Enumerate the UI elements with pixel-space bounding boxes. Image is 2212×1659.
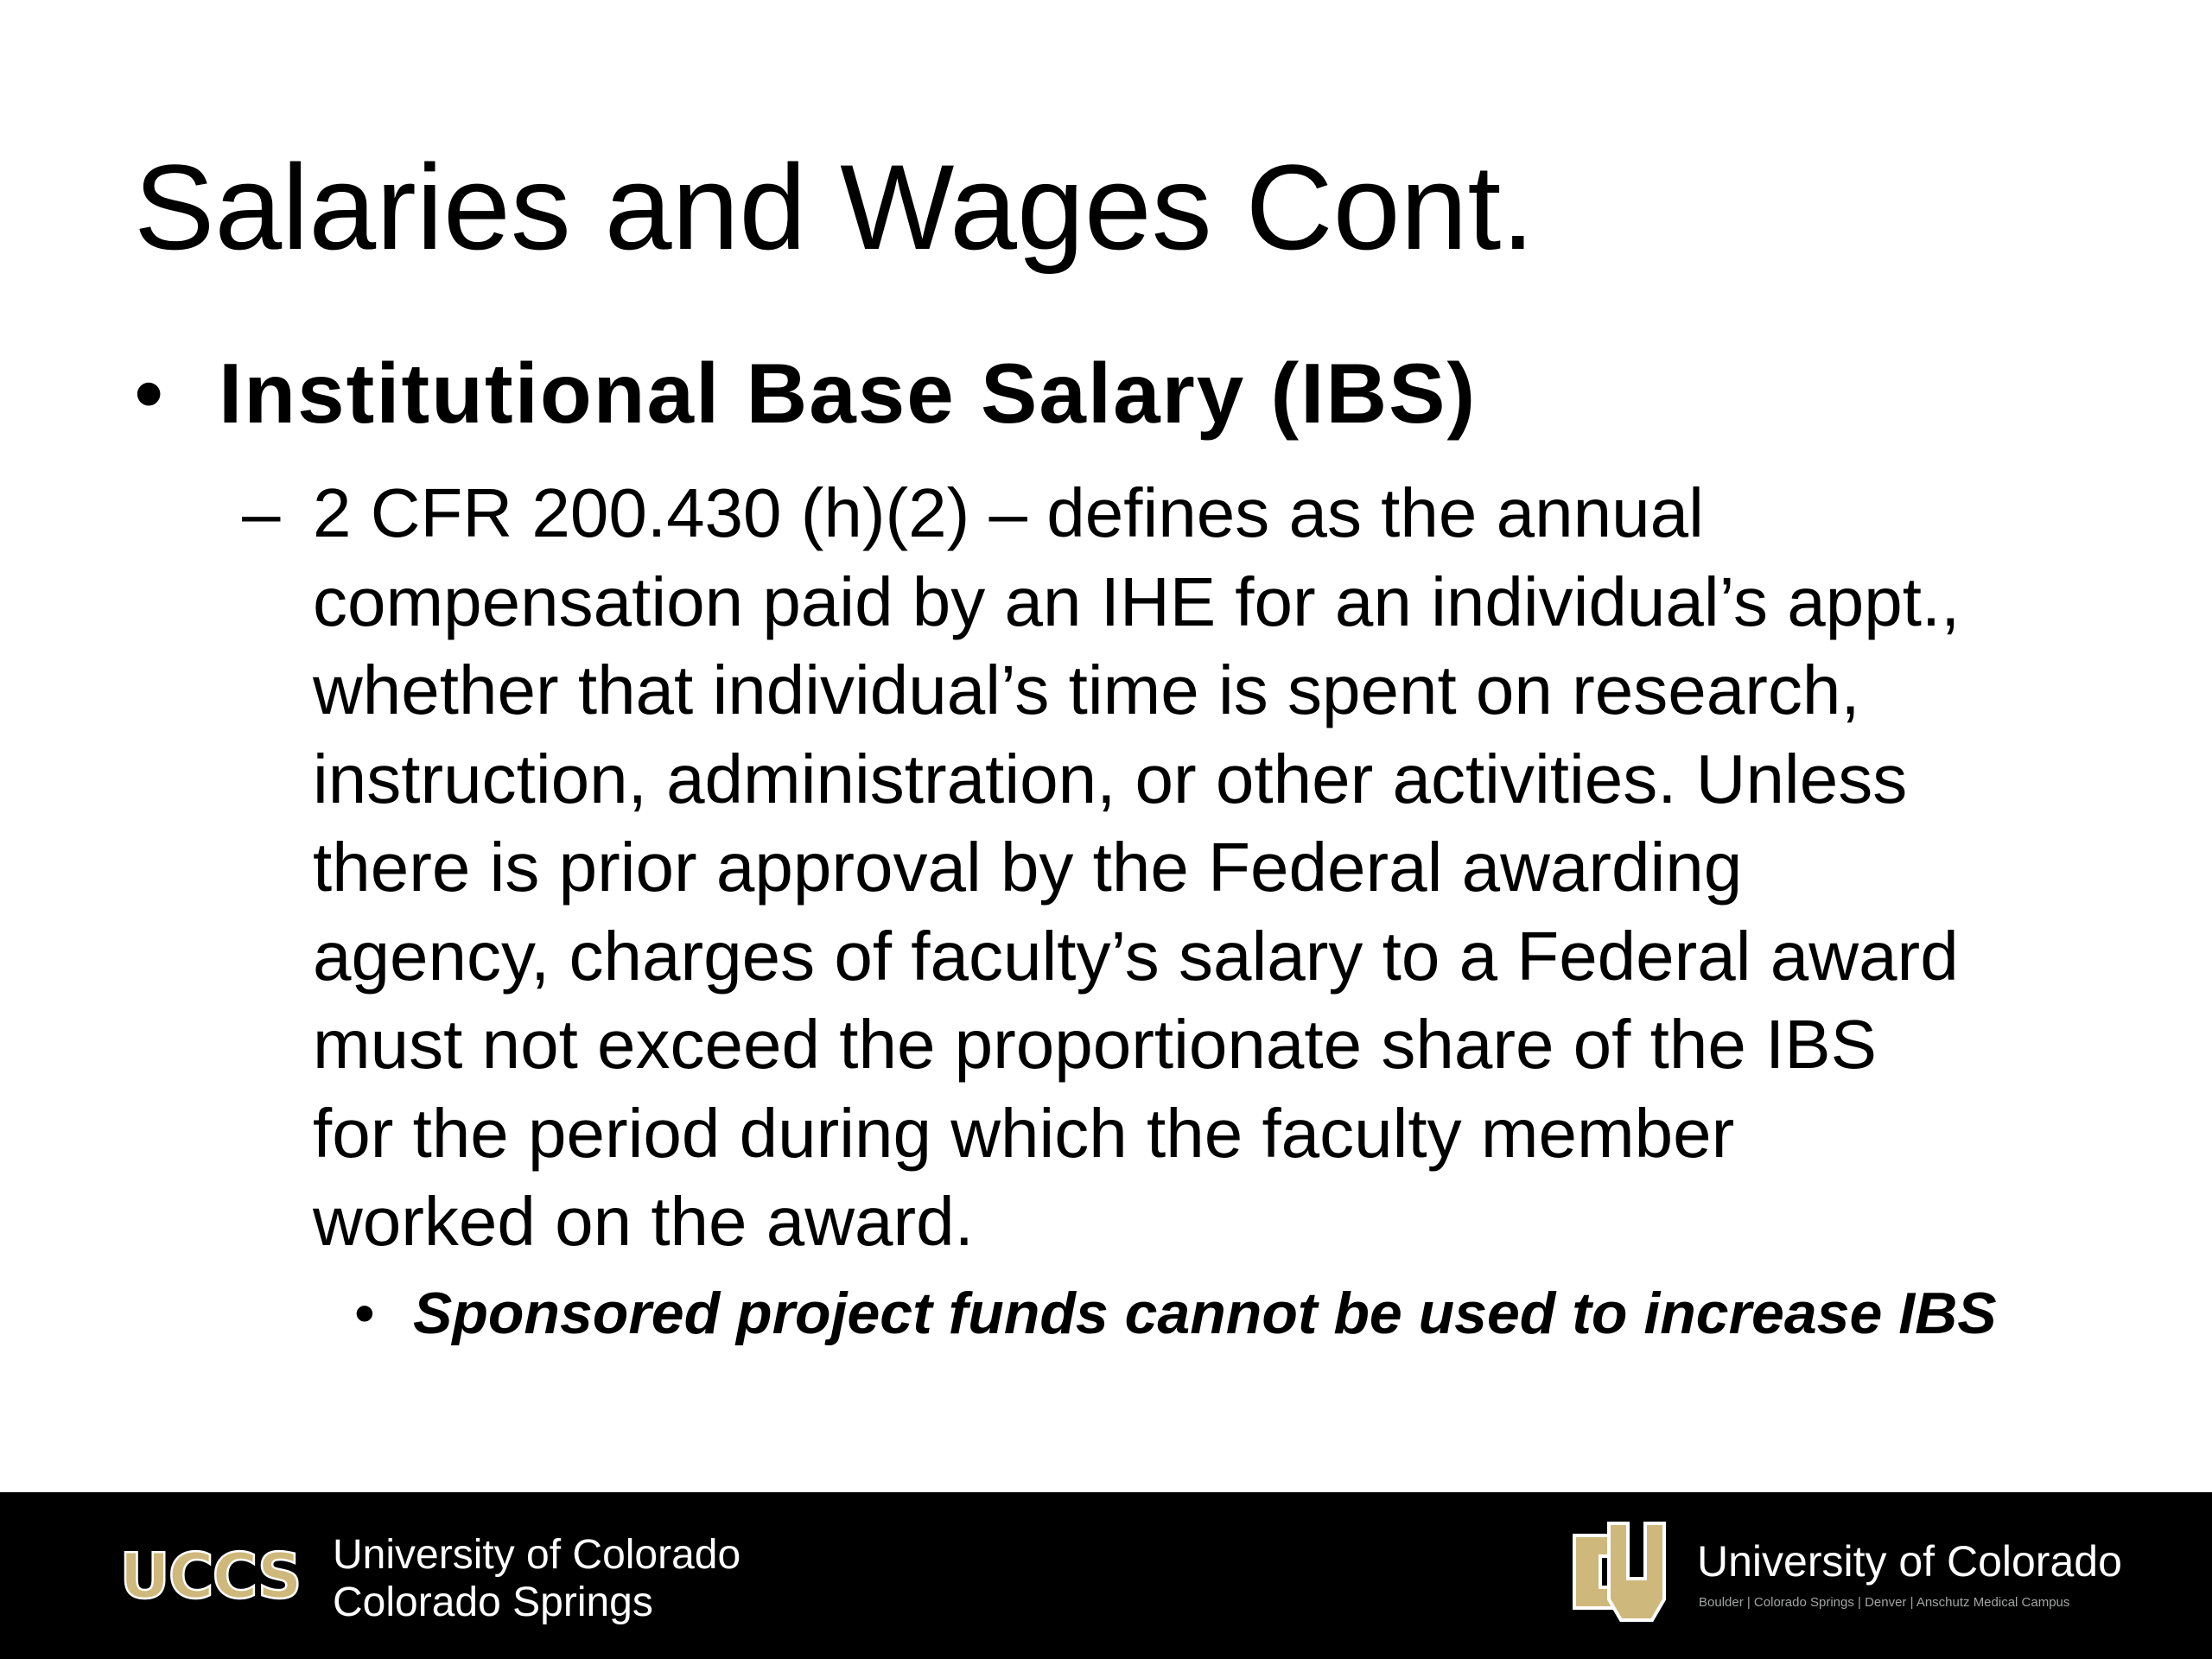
sub-bullet-line: there is prior approval by the Federal awarding — [313, 829, 1743, 906]
uccs-logo-text: UCCS — [119, 1546, 301, 1608]
cu-monogram-icon — [1566, 1518, 1673, 1625]
sub-bullet-line: for the period during which the faculty member — [313, 1094, 1735, 1172]
sub-bullet-line: must not exceed the proportionate share of the IBS — [313, 1006, 1877, 1083]
sub-sub-bullet-dot: • — [354, 1281, 375, 1346]
footer-bar — [0, 1492, 2212, 1659]
sub-bullet-line: instruction, administration, or other activities. Unless — [313, 740, 1908, 817]
sub-bullet-line: worked on the award. — [313, 1183, 974, 1260]
uccs-logo — [111, 1546, 309, 1608]
uccs-name-line1: University of Colorado — [333, 1532, 741, 1578]
bullet-dot: • — [134, 346, 166, 441]
sub-bullet-line: whether that individual’s time is spent on research, — [313, 652, 1860, 728]
uccs-name-line2: Colorado Springs — [333, 1580, 653, 1625]
bullet-text: Institutional Base Salary (IBS) — [219, 346, 1478, 441]
cu-name: University of Colorado — [1697, 1537, 2122, 1586]
sub-bullet-line: compensation paid by an IHE for an individual’s appt., — [313, 563, 1961, 640]
sub-sub-bullet-text: Sponsored project funds cannot be used to increase IBS — [413, 1281, 1997, 1346]
sub-bullet-line: 2 CFR 200.430 (h)(2) – defines as the annual — [313, 474, 1704, 551]
slide-title: Salaries and Wages Cont. — [134, 139, 1535, 275]
cu-campuses: Boulder | Colorado Springs | Denver | Anschutz Medical Campus — [1699, 1595, 2070, 1610]
uccs-name — [333, 1531, 741, 1626]
sub-bullet-dash: – — [242, 474, 281, 551]
sub-bullet-line: agency, charges of faculty’s salary to a Federal award — [313, 917, 1959, 995]
sub-bullet-text — [313, 469, 1960, 1267]
